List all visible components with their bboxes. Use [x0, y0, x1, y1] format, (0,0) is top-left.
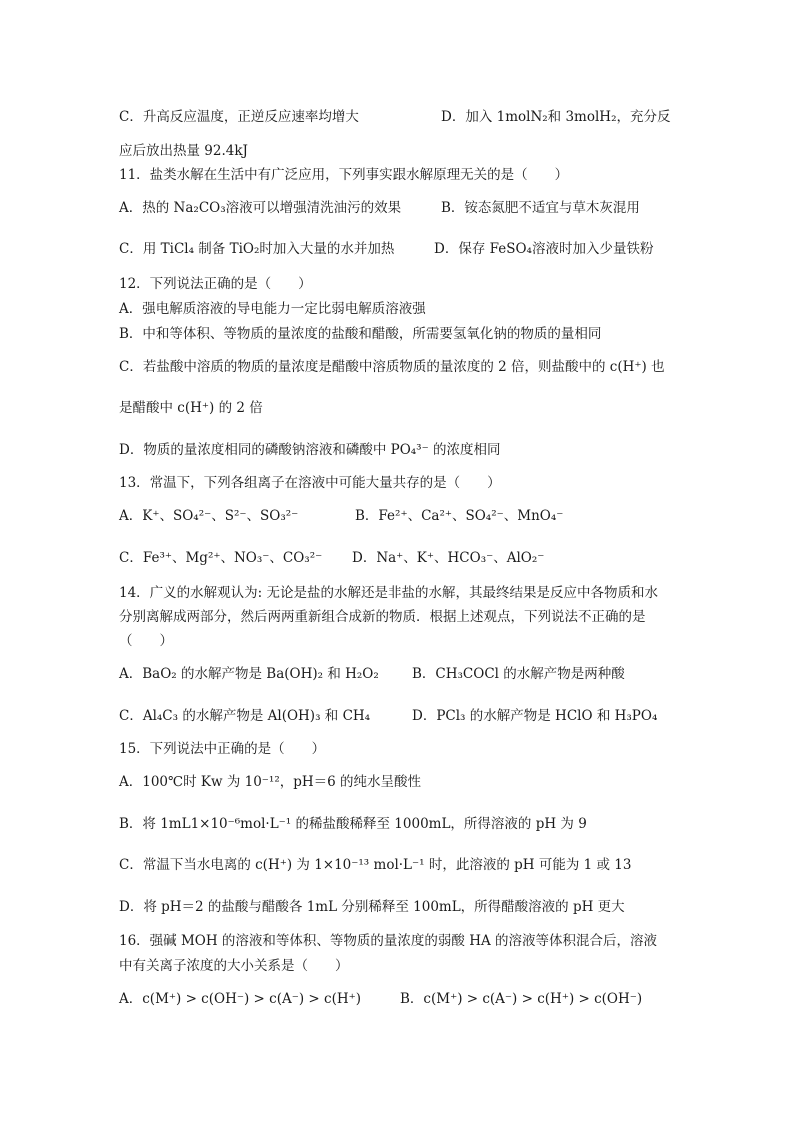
- q12-option-b: B．中和等体积、等物质的量浓度的盐酸和醋酸，所需要氢氧化钠的物质的量相同: [119, 326, 602, 342]
- q13-option-a: A．K⁺、SO₄²⁻、S²⁻、SO₃²⁻: [119, 508, 299, 524]
- q15-option-b: B．将 1mL1×10⁻⁶mol·L⁻¹ 的稀盐酸稀释至 1000mL，所得溶液的 pH 为 9: [119, 816, 587, 832]
- q16-stem-line2: 中有关离子浓度的大小关系是（ ）: [119, 958, 349, 974]
- q13-stem: 13．常温下，下列各组离子在溶液中可能大量共存的是（ ）: [119, 475, 501, 491]
- q14-stem-line1: 14．广义的水解观认为: 无论是盐的水解还是非盐的水解，其最终结果是反应中各物质和水: [119, 585, 659, 601]
- q15-option-a: A．100℃时 Kw 为 10⁻¹²，pH＝6 的纯水呈酸性: [119, 774, 422, 790]
- q14-option-b: B．CH₃COCl 的水解产物是两种酸: [412, 666, 625, 682]
- q12-option-a: A．强电解质溶液的导电能力一定比弱电解质溶液强: [119, 301, 426, 317]
- q11-option-d: D．保存 FeSO₄溶液时加入少量铁粉: [434, 241, 654, 257]
- q13-option-c: C．Fe³⁺、Mg²⁺、NO₃⁻、CO₃²⁻: [119, 550, 323, 566]
- q11-option-a: A．热的 Na₂CO₃溶液可以增强清洗油污的效果: [119, 200, 402, 216]
- q13-option-d: D．Na⁺、K⁺、HCO₃⁻、AlO₂⁻: [352, 550, 545, 566]
- q14-stem-line3: （ ）: [119, 633, 173, 649]
- q11-option-c: C．用 TiCl₄ 制备 TiO₂时加入大量的水并加热: [119, 241, 395, 257]
- q15-stem: 15．下列说法中正确的是（ ）: [119, 741, 326, 757]
- q12-option-d: D．物质的量浓度相同的磷酸钠溶液和磷酸中 PO₄³⁻ 的浓度相同: [119, 442, 501, 458]
- q16-option-a: A．c(M⁺) > c(OH⁻) > c(A⁻) > c(H⁺): [119, 991, 361, 1007]
- q10-option-d-continued: 应后放出热量 92.4kJ: [119, 143, 248, 159]
- q15-option-d: D．将 pH＝2 的盐酸与醋酸各 1mL 分别稀释至 100mL，所得醋酸溶液的 pH 更大: [119, 899, 625, 915]
- q15-option-c: C．常温下当水电离的 c(H⁺) 为 1×10⁻¹³ mol·L⁻¹ 时，此溶液的 pH 可能为 1 或 13: [119, 857, 632, 873]
- q14-option-c: C．Al₄C₃ 的水解产物是 Al(OH)₃ 和 CH₄: [119, 708, 371, 724]
- q11-option-b: B．铵态氮肥不适宜与草木灰混用: [441, 200, 640, 216]
- q14-stem-line2: 分别离解成两部分，然后两两重新组合成新的物质．根据上述观点，下列说法不正确的是: [119, 609, 646, 625]
- q16-option-b: B．c(M⁺) > c(A⁻) > c(H⁺) > c(OH⁻): [400, 991, 643, 1007]
- q12-option-c: C．若盐酸中溶质的物质的量浓度是醋酸中溶质物质的量浓度的 2 倍，则盐酸中的 c(H⁺) 也: [119, 359, 665, 375]
- q16-stem-line1: 16．强碱 MOH 的溶液和等体积、等物质的量浓度的弱酸 HA 的溶液等体积混合后，溶液: [119, 933, 658, 949]
- q14-option-a: A．BaO₂ 的水解产物是 Ba(OH)₂ 和 H₂O₂: [119, 666, 379, 682]
- q14-option-d: D．PCl₃ 的水解产物是 HClO 和 H₃PO₄: [412, 708, 658, 724]
- q12-stem: 12．下列说法正确的是（ ）: [119, 276, 312, 292]
- q11-stem: 11．盐类水解在生活中有广泛应用，下列事实跟水解原理无关的是（ ）: [119, 167, 569, 183]
- q12-option-c-continued: 是醋酸中 c(H⁺) 的 2 倍: [119, 400, 263, 416]
- q10-option-c: C．升高反应温度，正逆反应速率均增大: [119, 109, 359, 125]
- q10-option-d: D．加入 1molN₂和 3molH₂，充分反: [441, 109, 671, 125]
- q13-option-b: B．Fe²⁺、Ca²⁺、SO₄²⁻、MnO₄⁻: [355, 508, 564, 524]
